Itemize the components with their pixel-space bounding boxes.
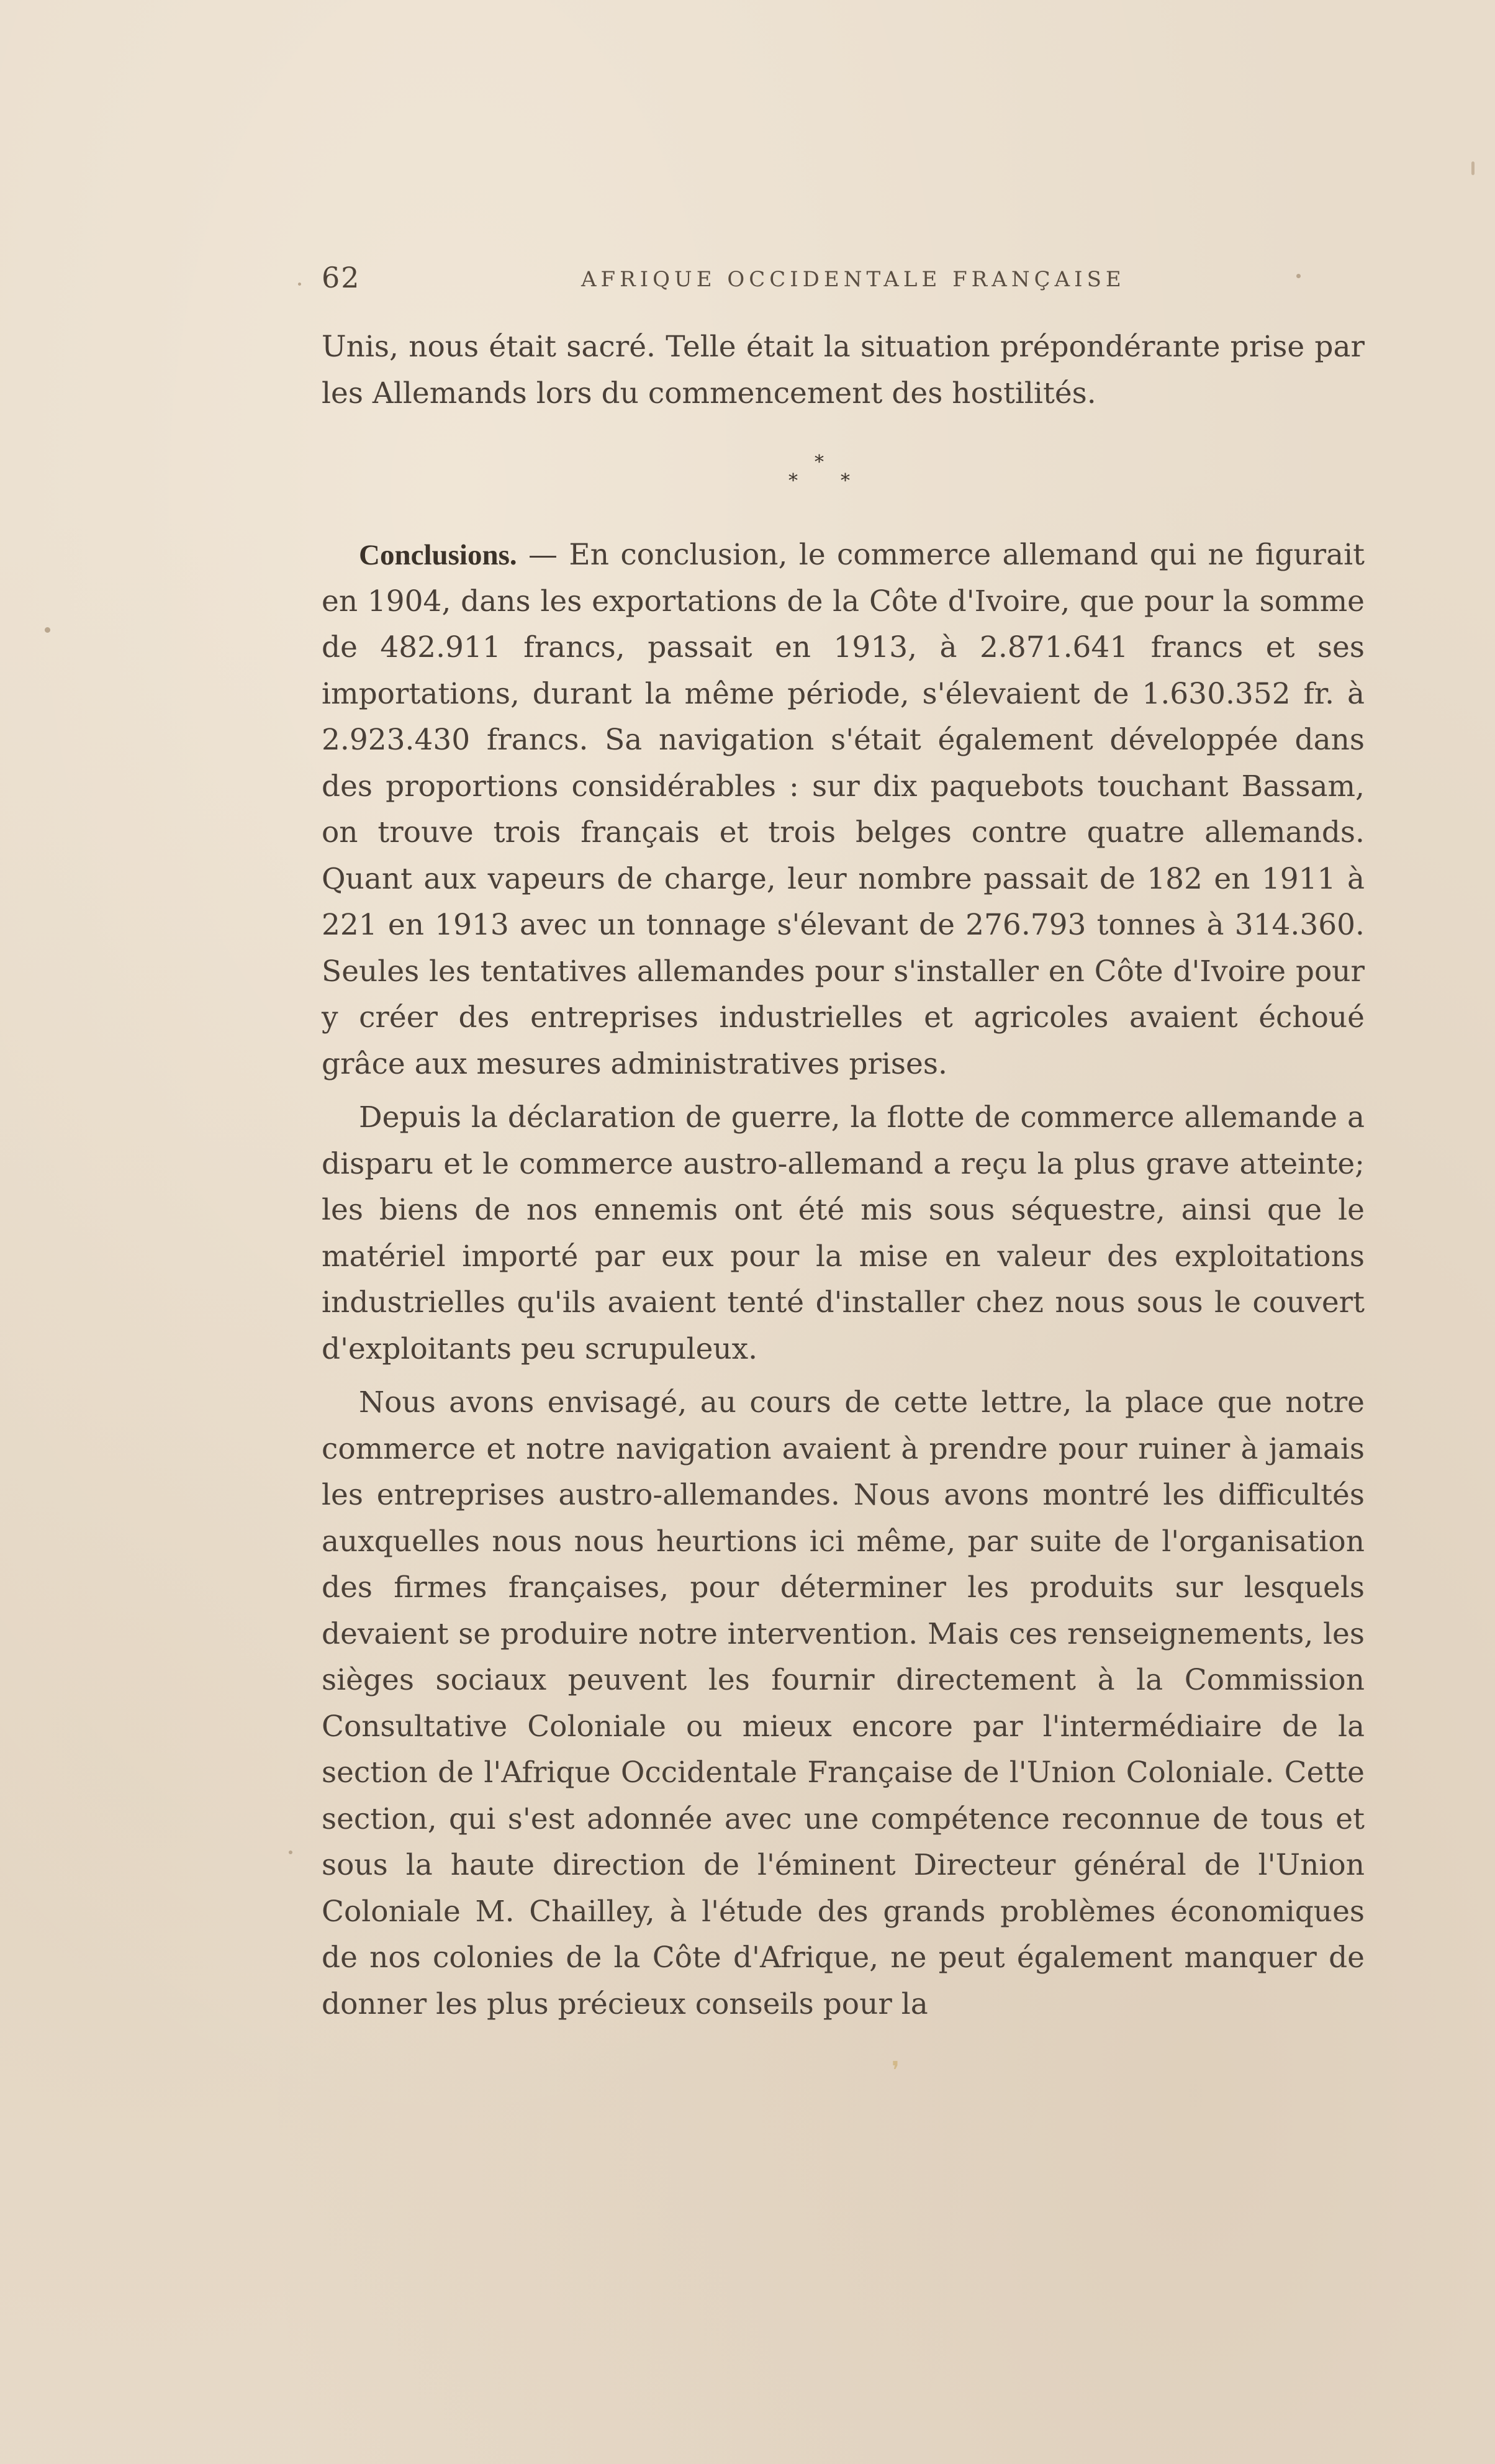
conclusions-paragraph-3: Nous avons envisagé, au cours de cette lettre, la place que notre commerce et notre navigation avaient à prendre pour ruiner à jamais les entreprises austro-allemandes. Nous avons montré les difficultés auxquelles nous nous heurtions ici même, par suite de l'organisation des firmes françaises, pour déterminer les produits sur lesquels devaient se produire notre intervention. Mais ces renseignements, les sièges sociaux peuvent les fournir directement à la Commission Consultative Coloniale ou mieux encore par l'intermédiaire de la section de l'Afrique Occidentale Française de l'Union Coloniale. Cette section, qui s'est adonnée avec une compétence reconnue de tous et sous la haute direction de l'éminent Directeur général de l'Union Coloniale M. Chailley, à l'étude des grands problèmes économiques de nos colonies de la Côte d'Afrique, ne peut également manquer de donner les plus précieux conseils pour la <box>322 1385 1365 2021</box>
page-number: 62 <box>322 261 361 294</box>
conclusions-section <box>322 532 1365 2027</box>
opening-paragraph <box>322 324 1365 417</box>
conclusions-paragraph-1 <box>322 532 1365 1087</box>
opening-paragraph-text: Unis, nous était sacré. Telle était la situation prépondérante prise par les Allemands lors du commencement des hostilités. <box>322 330 1365 410</box>
section-separator-asterism <box>788 453 857 491</box>
page-header <box>322 261 1365 304</box>
paper-speck <box>1296 274 1301 278</box>
paper-speck <box>289 1850 292 1854</box>
conclusions-paragraph-2: Depuis la déclaration de guerre, la flotte de commerce allemande a disparu et le commerce austro-allemand a reçu la plus grave atteinte; les biens de nos ennemis ont été mis sous séquestre, ainsi que le matériel importé par eux pour la mise en valeur des exploitations industrielles qu'ils avaient tenté d'installer chez nous sous le couvert d'exploitants peu scrupuleux. <box>322 1100 1365 1366</box>
paper-speck <box>1471 161 1475 175</box>
asterism-star-top: * <box>815 451 824 473</box>
running-title: AFRIQUE OCCIDENTALE FRANÇAISE <box>581 267 1126 292</box>
paper-speck <box>45 627 50 633</box>
paper-stain-mark: ❜ <box>892 2057 900 2085</box>
conclusions-heading: Conclusions. <box>359 539 517 571</box>
paper-speck <box>298 283 301 286</box>
asterism-star-right: * <box>841 470 850 492</box>
asterism-star-left: * <box>788 470 798 492</box>
conclusions-paragraph-1-text: En conclusion, le commerce allemand qui ne figurait en 1904, dans les exportations de la Côte d'Ivoire, que pour la somme de 482.911 francs, passait en 1913, à 2.871.641 francs et ses importations, durant la même période, s'élevaient de 1.630.352 fr. à 2.923.430 francs. Sa navigation s'était également développée dans des proportions considérables : sur dix paquebots touchant Bassam, on trouve trois français et trois belges contre quatre allemands. Quant aux vapeurs de charge, leur nombre passait de 182 en 1911 à 221 en 1913 avec un tonnage s'élevant de 276.793 tonnes à 314.360. Seules les tentatives allemandes pour s'installer en Côte d'Ivoire pour y créer des entreprises industrielles et agricoles avaient échoué grâce aux mesures administratives prises. <box>322 538 1365 1081</box>
conclusions-dash: — <box>528 538 558 572</box>
